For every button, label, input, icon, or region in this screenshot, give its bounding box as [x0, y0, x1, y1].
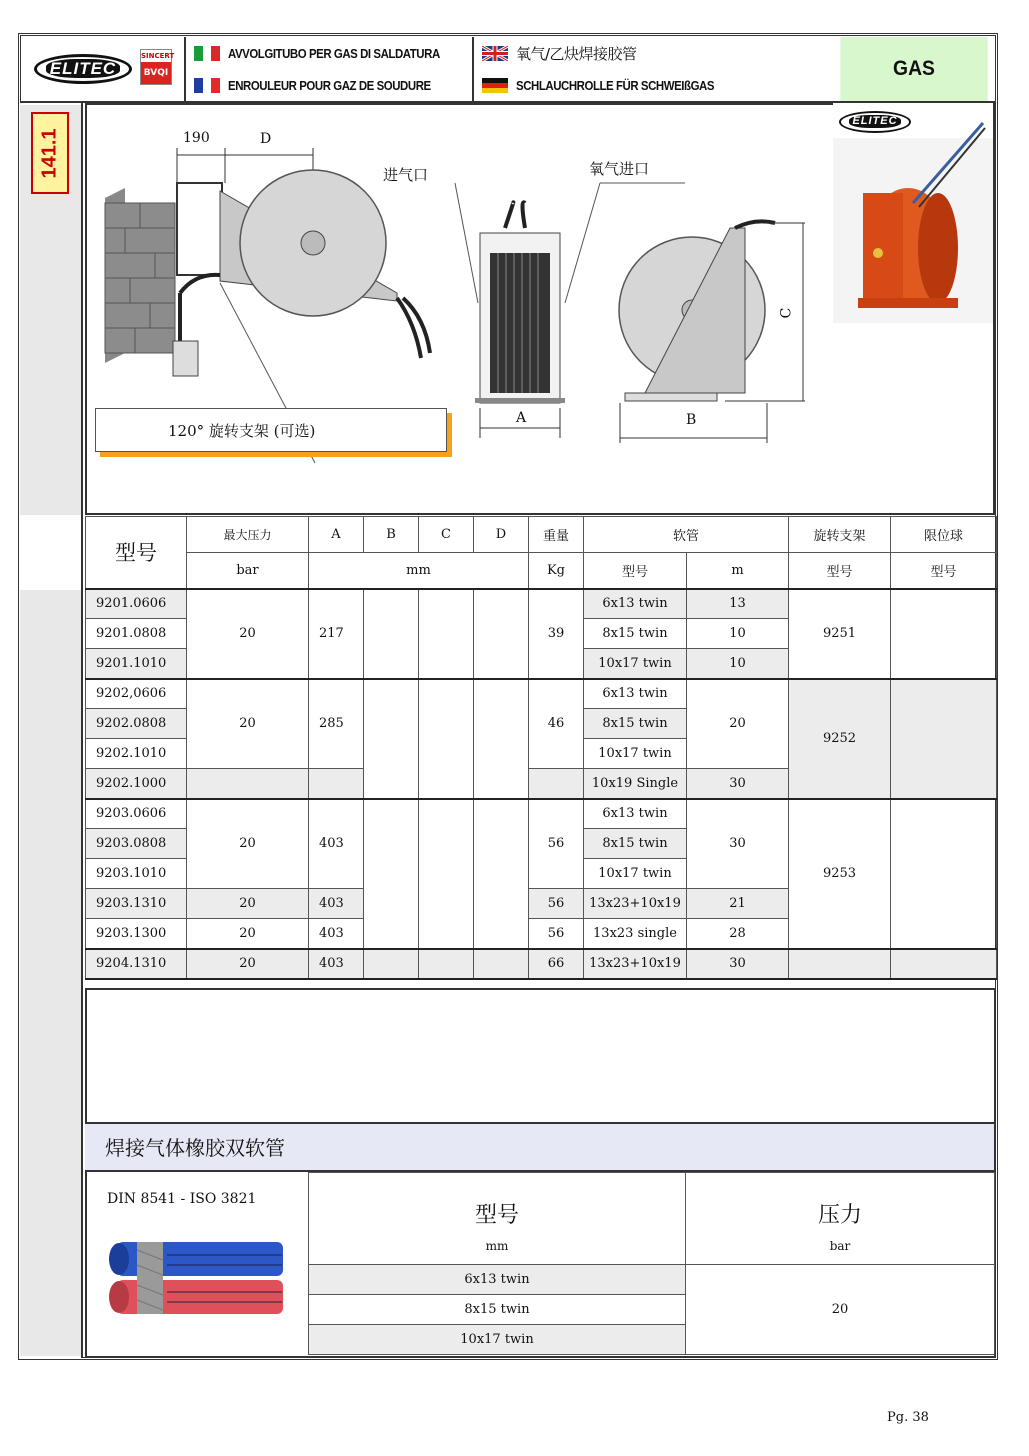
specifications-table: [85, 516, 997, 980]
hose-model-cell: 10x17 twin: [309, 1325, 686, 1355]
swivel-cell: 9253: [789, 799, 891, 949]
weight-cell: 46: [529, 679, 584, 769]
twin-hose-image: [107, 1240, 285, 1320]
dim-d-label: D: [260, 131, 272, 147]
photo-logo: ELITEC: [839, 111, 911, 133]
length-cell: 30: [687, 949, 789, 979]
th-hose-model: 型号: [584, 553, 687, 589]
th-b: B: [364, 517, 419, 553]
swivel-cell: 9252: [789, 679, 891, 799]
page-number: Pg. 38: [887, 1410, 929, 1425]
dim-d-cell: [474, 799, 529, 949]
length-cell: 21: [687, 889, 789, 919]
pressure-cell: 20: [187, 589, 309, 679]
hose-cell: 10x19 Single: [584, 769, 687, 799]
lang-row-it: AVVOLGITUBO PER GAS DI SALDATURA: [188, 37, 469, 69]
de-flag-icon: [482, 78, 508, 93]
table-row-model: 9201.1010: [86, 649, 187, 679]
dim-c-cell: [419, 589, 474, 679]
certification-logo: SINCERT BVQI: [140, 49, 172, 85]
dim-b-cell: [364, 679, 419, 799]
stop-cell: [891, 949, 997, 979]
hose-cell: 6x13 twin: [584, 799, 687, 829]
fr-flag-icon: [194, 78, 220, 93]
weight-cell: 56: [529, 889, 584, 919]
inlet-label: 进气口: [383, 166, 429, 184]
swivel-cell: 9251: [789, 589, 891, 679]
pressure-cell: 20: [187, 799, 309, 889]
hose-cell: 13x23+10x19: [584, 949, 687, 979]
weight-cell: 66: [529, 949, 584, 979]
th-max-pressure: 最大压力: [187, 517, 309, 553]
table-row-model: 9201.0606: [86, 589, 187, 619]
th-d: D: [474, 517, 529, 553]
table-row-model: 9202.1010: [86, 739, 187, 769]
hose-cell: 10x17 twin: [584, 649, 687, 679]
stop-cell: [891, 589, 997, 679]
th-model: 型号: [86, 517, 187, 589]
length-cell: 10: [687, 619, 789, 649]
length-cell: 20: [687, 679, 789, 769]
dim-a-cell: 403: [309, 919, 364, 949]
stop-cell: [891, 679, 997, 799]
hose-cell: 13x23+10x19: [584, 889, 687, 919]
logo-area: [22, 37, 186, 101]
elitec-logo: ELITEC: [34, 54, 132, 84]
hose-standard: DIN 8541 - ISO 3821: [107, 1191, 257, 1207]
th-swivel-model: 型号: [789, 553, 891, 589]
length-cell: 28: [687, 919, 789, 949]
lang-row-de: SCHLAUCHROLLE FÜR SCHWEIßGAS: [476, 69, 741, 101]
dim-d-cell: [474, 589, 529, 679]
lang-col-1: [188, 37, 474, 101]
table-row-model: 9204.1310: [86, 949, 187, 979]
dim-a-cell: 217: [309, 589, 364, 679]
length-cell: 10: [687, 649, 789, 679]
length-cell: 13: [687, 589, 789, 619]
th-swivel: 旋转支架: [789, 517, 891, 553]
hose-cell: 6x13 twin: [584, 679, 687, 709]
th-mm: mm: [309, 553, 529, 589]
table-row-model: 9203.1010: [86, 859, 187, 889]
hose-pressure-cell: 20: [686, 1265, 995, 1355]
dim-a-cell: 285: [309, 679, 364, 769]
dim-a-cell: 403: [309, 949, 364, 979]
th-kg: Kg: [529, 553, 584, 589]
th-a: A: [309, 517, 364, 553]
stop-cell: [891, 799, 997, 949]
it-flag-icon: [194, 46, 220, 61]
category-badge: GAS: [840, 37, 987, 101]
table-row-model: 9201.0808: [86, 619, 187, 649]
lang-col-2: [476, 37, 834, 101]
th-hose: 软管: [584, 517, 789, 553]
table-row-model: 9202,0606: [86, 679, 187, 709]
hose-cell: 10x17 twin: [584, 739, 687, 769]
hose-cell: 8x15 twin: [584, 709, 687, 739]
th-c: C: [419, 517, 474, 553]
th-stop-ball: 限位球: [891, 517, 997, 553]
dim-b-label: B: [686, 412, 697, 428]
left-grey-band-lower: [20, 590, 81, 1356]
table-row-model: 9202.1000: [86, 769, 187, 799]
th-meters: m: [687, 553, 789, 589]
th-stop-model: 型号: [891, 553, 997, 589]
dim-c-cell: [419, 679, 474, 799]
notes-area: [85, 988, 996, 1122]
pressure-cell: 20: [187, 949, 309, 979]
hose-cell: 6x13 twin: [584, 589, 687, 619]
weight-cell: 56: [529, 799, 584, 889]
weight-cell: 39: [529, 589, 584, 679]
product-photo: [833, 103, 993, 323]
hose-cell: 13x23 single: [584, 919, 687, 949]
dim-a-cell: [309, 769, 364, 799]
hose-cell: 8x15 twin: [584, 619, 687, 649]
lang-row-fr: ENROULEUR POUR GAZ DE SOUDURE: [188, 69, 458, 101]
dim-c-cell: [419, 799, 474, 949]
section-code: 141.1: [31, 112, 69, 194]
hose-cell: 10x17 twin: [584, 859, 687, 889]
dim-b-cell: [364, 799, 419, 949]
table-row-model: 9202.0808: [86, 709, 187, 739]
weight-cell: [529, 769, 584, 799]
th-pressure-bar: bar: [686, 1229, 995, 1265]
pressure-cell: 20: [187, 679, 309, 769]
pressure-cell: 20: [187, 889, 309, 919]
pressure-cell: 20: [187, 919, 309, 949]
hose-model-cell: 6x13 twin: [309, 1265, 686, 1295]
swivel-bracket-callout: 120° 旋转支架 (可选): [95, 408, 447, 452]
dim-b-cell: [364, 949, 419, 979]
dim-a-label: A: [516, 410, 527, 426]
table-row-model: 9203.1310: [86, 889, 187, 919]
th-pressure: 压力: [686, 1173, 995, 1229]
th-hose-model: 型号: [309, 1173, 686, 1229]
dim-a-cell: 403: [309, 889, 364, 919]
table-row-model: 9203.1300: [86, 919, 187, 949]
dim-c-label: C: [778, 307, 795, 319]
table-row-model: 9203.0606: [86, 799, 187, 829]
hose-cell: 8x15 twin: [584, 829, 687, 859]
oxygen-inlet-label: 氧气进口: [589, 160, 650, 178]
dim-c-cell: [419, 949, 474, 979]
uk-flag-icon: [482, 46, 508, 61]
length-cell: 30: [687, 769, 789, 799]
th-bar: bar: [187, 553, 309, 589]
weight-cell: 56: [529, 919, 584, 949]
hose-model-cell: 8x15 twin: [309, 1295, 686, 1325]
th-hose-mm: mm: [309, 1229, 686, 1265]
th-weight: 重量: [529, 517, 584, 553]
swivel-cell: [789, 949, 891, 979]
hose-section-title: 焊接气体橡胶双软管: [85, 1124, 994, 1172]
dim-d-cell: [474, 949, 529, 979]
lang-row-cn: 氧气/乙炔焊接胶管: [476, 37, 637, 69]
dim-b-cell: [364, 589, 419, 679]
hose-table: [308, 1172, 995, 1355]
header: [20, 35, 996, 103]
red-hose-reel-image: [833, 103, 993, 323]
pressure-cell: [187, 769, 309, 799]
dim-190-label: 190: [183, 130, 210, 146]
dim-a-cell: 403: [309, 799, 364, 889]
dim-d-cell: [474, 679, 529, 799]
length-cell: 30: [687, 799, 789, 889]
table-row-model: 9203.0808: [86, 829, 187, 859]
